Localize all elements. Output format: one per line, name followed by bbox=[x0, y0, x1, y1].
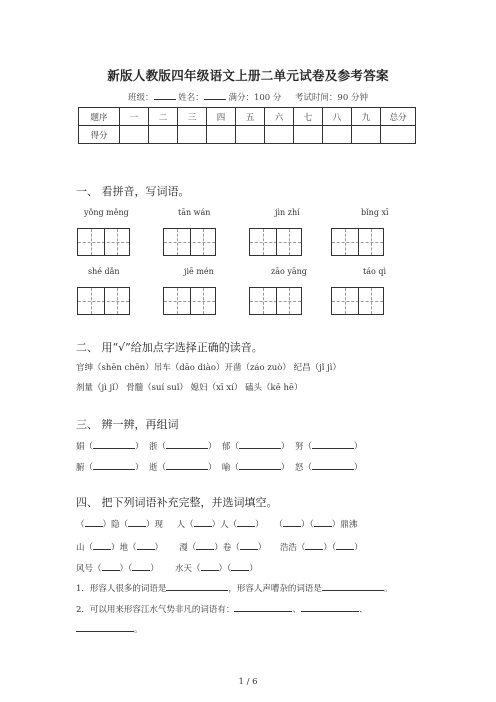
answer-blank[interactable] bbox=[196, 549, 214, 550]
pronunciation-line: 官绅（shēn chēn）吊车（dāo diào）开凿（záo zuò） 纪昌（jǐ jì） bbox=[76, 363, 342, 373]
answer-blank[interactable] bbox=[93, 549, 111, 550]
answer-blank[interactable] bbox=[76, 631, 134, 632]
answer-blank[interactable] bbox=[85, 526, 103, 527]
writing-grid[interactable] bbox=[77, 228, 130, 256]
answer-blank[interactable] bbox=[301, 611, 359, 612]
writing-grid[interactable] bbox=[249, 287, 302, 315]
question-text: ，形容人声嘈杂的词语是 bbox=[228, 584, 322, 594]
pinyin-label: táo qì bbox=[363, 267, 387, 276]
paren: ） bbox=[207, 463, 217, 473]
answer-blank[interactable] bbox=[312, 448, 354, 449]
answer-blank[interactable] bbox=[128, 526, 146, 527]
question-2-cont bbox=[76, 623, 143, 635]
pinyin-label: tān wán bbox=[178, 208, 211, 217]
idiom-text: ）人（ bbox=[211, 520, 238, 530]
score-cell[interactable] bbox=[120, 126, 149, 144]
exam-info bbox=[0, 91, 496, 103]
pinyin-label: jiē mén bbox=[184, 267, 214, 276]
idiom-text: 水天（ bbox=[175, 564, 201, 574]
idiom-text: ）卷（ bbox=[214, 543, 240, 553]
answer-blank[interactable] bbox=[93, 448, 135, 449]
section2-title: 二、 用“√”给加点字选择正确的读音。 bbox=[76, 341, 263, 354]
idiom-text: ） bbox=[150, 564, 159, 574]
idiom-text: ）隐（ bbox=[102, 520, 129, 530]
idiom-text: ） bbox=[154, 543, 164, 553]
idiom-text: ）现 bbox=[146, 520, 164, 530]
score-header-cell: 题序 bbox=[79, 108, 120, 126]
paren: ） bbox=[353, 442, 363, 452]
writing-grid[interactable] bbox=[163, 287, 216, 315]
char-label: 逝（ bbox=[148, 463, 166, 473]
char-label: 怒（ bbox=[294, 463, 312, 473]
idiom-text: 山（ bbox=[76, 543, 94, 553]
pronunciation-line: 剂量（jì jǐ） 骨髓（suí suǐ） 媳妇（xī xí） 磕头（kē hē） bbox=[76, 383, 303, 393]
score-cell[interactable] bbox=[294, 126, 323, 144]
paren: ） bbox=[135, 463, 144, 473]
idiom-text: ）（ bbox=[300, 520, 314, 530]
char-label: 浙（ bbox=[148, 442, 166, 452]
idiom-text: ） bbox=[249, 564, 258, 574]
answer-blank[interactable] bbox=[336, 549, 354, 550]
answer-blank[interactable] bbox=[93, 469, 135, 470]
idiom-text: ）（ bbox=[323, 543, 337, 553]
idiom-text: （ bbox=[274, 520, 283, 530]
score-value-row bbox=[79, 126, 416, 144]
idiom-text: ）鼎沸 bbox=[331, 520, 358, 530]
answer-blank[interactable] bbox=[283, 526, 301, 527]
pinyin-label: shé dǎn bbox=[88, 267, 120, 276]
exam-time: 考试时间：90 分钟 bbox=[294, 93, 368, 103]
score-header-cell: 七 bbox=[294, 108, 323, 126]
idiom-text: ）地（ bbox=[111, 543, 137, 553]
page-title: 新版人教版四年级语文上册二单元试卷及参考答案 bbox=[107, 68, 389, 83]
pinyin-label: jìn zhí bbox=[275, 208, 300, 217]
answer-blank[interactable] bbox=[166, 590, 228, 591]
idiom-text: 人（ bbox=[176, 520, 194, 530]
idiom-text: ）（ bbox=[218, 564, 232, 574]
score-cell[interactable] bbox=[265, 126, 294, 144]
class-blank bbox=[154, 99, 176, 100]
question-text: 。 bbox=[134, 625, 143, 635]
idiom-text: 漫（ bbox=[179, 543, 197, 553]
writing-grid[interactable] bbox=[331, 228, 384, 256]
paren: ） bbox=[135, 442, 144, 452]
idiom-text: ）（ bbox=[119, 564, 133, 574]
answer-blank[interactable] bbox=[231, 570, 249, 571]
paren: ） bbox=[280, 463, 290, 473]
question-text: 。 bbox=[383, 584, 393, 594]
score-header-cell: 八 bbox=[323, 108, 352, 126]
char-label: 喻（ bbox=[221, 463, 239, 473]
section1-title: 一、 看拼音，写词语。 bbox=[76, 185, 190, 198]
idiom-row bbox=[76, 518, 357, 530]
section4-title: 四、 把下列词语补充完整，并选词填空。 bbox=[76, 496, 278, 509]
answer-blank[interactable] bbox=[239, 448, 281, 449]
answer-blank[interactable] bbox=[132, 570, 150, 571]
score-cell[interactable] bbox=[381, 126, 416, 144]
answer-blank[interactable] bbox=[305, 549, 323, 550]
score-cell[interactable] bbox=[207, 126, 236, 144]
char-label: 娟（ bbox=[76, 442, 94, 452]
score-header-row bbox=[79, 108, 416, 126]
char-label: 努（ bbox=[294, 442, 312, 452]
question-text: 1．形容人很多的词语是 bbox=[76, 584, 167, 594]
idiom-text: ） bbox=[354, 543, 363, 553]
pinyin-label: zāo yāng bbox=[271, 267, 307, 276]
score-cell[interactable] bbox=[352, 126, 381, 144]
writing-grid[interactable] bbox=[249, 228, 302, 256]
question-1 bbox=[76, 582, 392, 594]
score-row-label: 得分 bbox=[79, 126, 120, 144]
section3-title: 三、 辨一辨，再组词 bbox=[76, 418, 179, 431]
answer-blank[interactable] bbox=[322, 590, 384, 591]
idiom-text: 风号（ bbox=[76, 564, 102, 574]
score-table bbox=[78, 107, 416, 144]
idiom-row bbox=[76, 541, 363, 553]
question-text: 、 bbox=[292, 605, 301, 615]
score-cell[interactable] bbox=[236, 126, 265, 144]
answer-blank[interactable] bbox=[166, 469, 208, 470]
char-label: 郁（ bbox=[221, 442, 239, 452]
answer-blank[interactable] bbox=[166, 448, 208, 449]
idiom-text: 浩浩（ bbox=[279, 543, 306, 553]
idiom-text: ） bbox=[257, 543, 267, 553]
score-header-cell: 九 bbox=[352, 108, 381, 126]
answer-blank[interactable] bbox=[194, 526, 212, 527]
answer-blank[interactable] bbox=[234, 611, 292, 612]
question-2 bbox=[76, 603, 367, 615]
score-header-cell: 三 bbox=[178, 108, 207, 126]
class-label: 班级： bbox=[128, 93, 154, 103]
writing-grid[interactable] bbox=[163, 228, 216, 256]
word-group-row bbox=[76, 461, 362, 473]
word-group-row bbox=[76, 440, 362, 452]
idiom-text: ） bbox=[255, 520, 264, 530]
question-text: 2．可以用来形容江水气势非凡的词语有： bbox=[76, 605, 235, 615]
idiom-row bbox=[76, 562, 258, 574]
pinyin-label: yǒng měng bbox=[84, 208, 129, 217]
name-label: 姓名： bbox=[178, 93, 204, 103]
answer-blank[interactable] bbox=[239, 469, 281, 470]
score-header-cell: 四 bbox=[207, 108, 236, 126]
pinyin-label: bǐng xī bbox=[361, 208, 389, 217]
score-header-cell: 六 bbox=[265, 108, 294, 126]
char-label: 腑（ bbox=[76, 463, 94, 473]
paren: ） bbox=[207, 442, 217, 452]
idiom-text: （ bbox=[76, 520, 85, 530]
score-cell[interactable] bbox=[323, 126, 352, 144]
answer-blank[interactable] bbox=[312, 469, 354, 470]
answer-blank[interactable] bbox=[137, 549, 155, 550]
score-cell[interactable] bbox=[149, 126, 178, 144]
score-header-cell: 总分 bbox=[381, 108, 416, 126]
paren: ） bbox=[353, 463, 363, 473]
page-number: 1 / 6 bbox=[238, 677, 258, 687]
answer-blank[interactable] bbox=[201, 570, 219, 571]
writing-grid[interactable] bbox=[77, 287, 130, 315]
score-header-cell: 二 bbox=[149, 108, 178, 126]
paren: ） bbox=[280, 442, 290, 452]
full-score: 满分：100 分 bbox=[228, 93, 282, 103]
score-cell[interactable] bbox=[178, 126, 207, 144]
score-header-cell: 一 bbox=[120, 108, 149, 126]
answer-blank[interactable] bbox=[240, 549, 258, 550]
answer-blank[interactable] bbox=[102, 570, 120, 571]
answer-blank[interactable] bbox=[237, 526, 255, 527]
name-blank bbox=[204, 99, 226, 100]
question-text: 、 bbox=[358, 605, 368, 615]
writing-grid[interactable] bbox=[331, 287, 384, 315]
score-header-cell: 五 bbox=[236, 108, 265, 126]
answer-blank[interactable] bbox=[314, 526, 332, 527]
